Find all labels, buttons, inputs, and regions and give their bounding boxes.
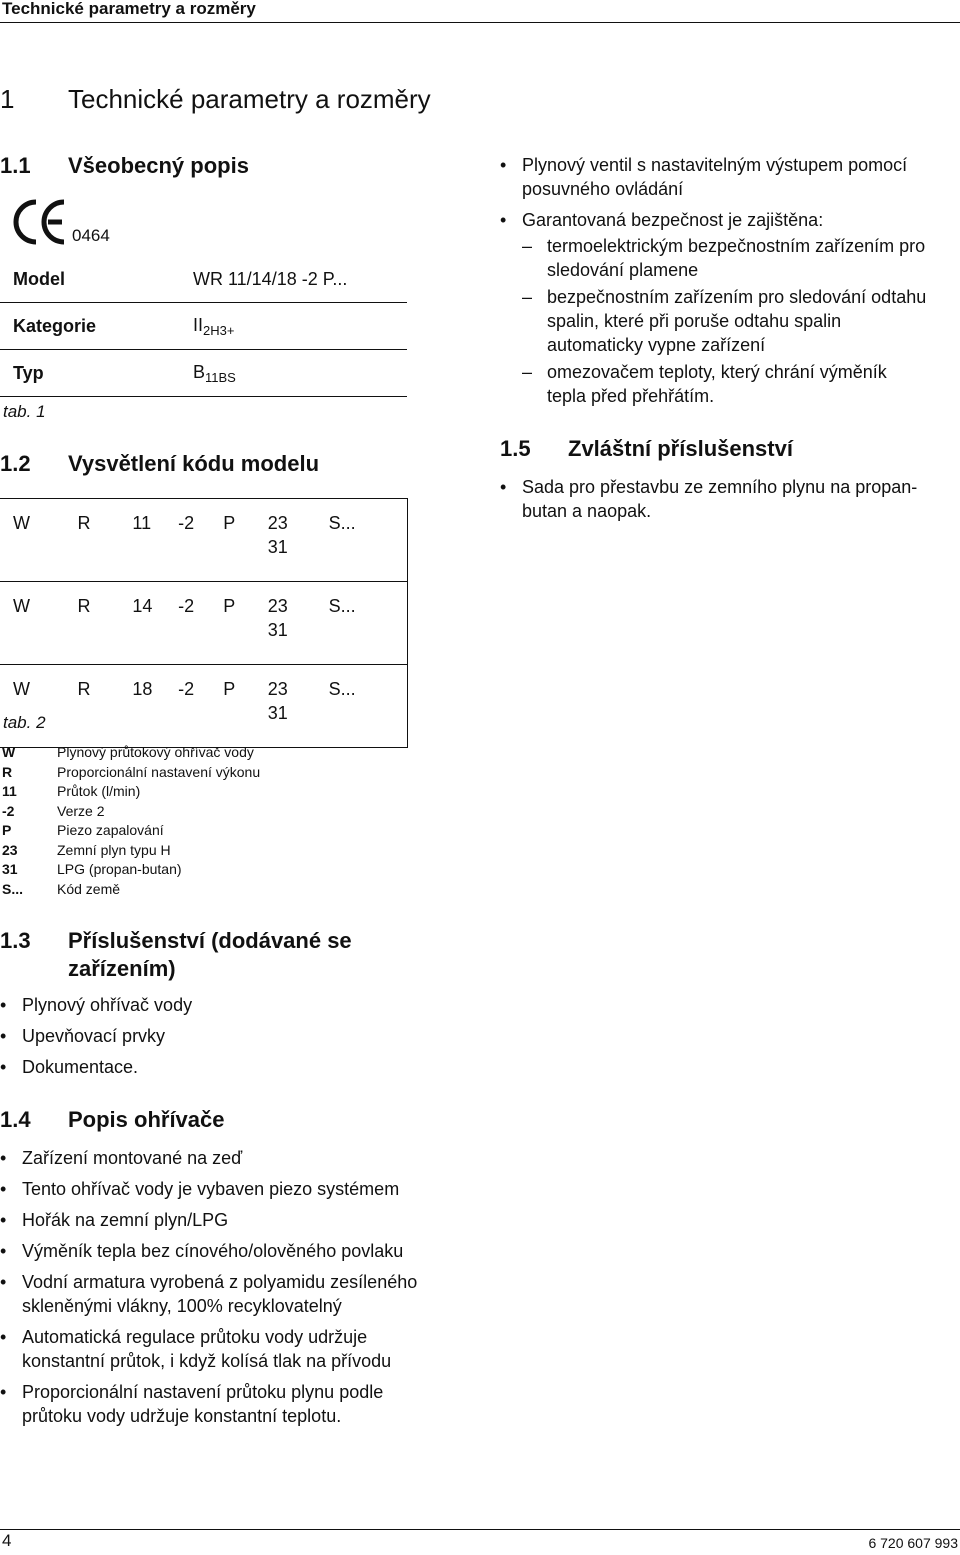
section-heading-1-4 — [0, 1106, 400, 1134]
model-code-cell: R — [65, 499, 129, 582]
bullet-icon: • — [0, 1148, 7, 1168]
dash-text: spalin, které při poruše odtahu spalin — [547, 311, 842, 331]
heater-description-list — [0, 1146, 470, 1436]
bullet-icon: • — [0, 1241, 7, 1261]
table-row — [0, 350, 407, 397]
table-row — [0, 499, 408, 582]
bullet-text: Automatická regulace průtoku vody udržuje — [22, 1327, 368, 1347]
bullet-text: průtoku vody udržuje konstantní teplotu. — [22, 1406, 342, 1426]
model-code-cell: 18 — [128, 665, 175, 748]
bullet-item — [0, 1208, 470, 1232]
bullet-text: butan a naopak. — [522, 501, 652, 521]
model-code-cell: P — [220, 665, 264, 748]
model-code-cell: 23 31 — [265, 582, 325, 665]
chapter-title: Technické parametry a rozměry — [68, 84, 431, 114]
ce-mark-icon — [12, 198, 72, 246]
model-code-cell: 23 31 — [265, 499, 325, 582]
page-number: 4 — [2, 1531, 12, 1550]
table-cell-value — [180, 303, 407, 350]
bullet-item — [0, 1325, 470, 1373]
dash-item — [522, 285, 960, 357]
safety-features-list — [500, 153, 960, 413]
category-subscript: 2H3+ — [203, 322, 235, 338]
table-row — [0, 303, 407, 350]
bullet-icon: • — [0, 1382, 7, 1402]
bullet-item — [0, 1146, 470, 1170]
bullet-text: Vodní armatura vyrobená z polyamidu zesíleného — [22, 1272, 418, 1292]
section-number: 1.5 — [500, 436, 531, 461]
legend-item — [0, 782, 420, 802]
bullet-item — [500, 208, 960, 232]
model-code-cell: P — [220, 499, 264, 582]
table-cell-label: Model — [0, 256, 180, 303]
section-title: Popis ohřívače — [68, 1107, 225, 1132]
model-code-cell: -2 — [175, 665, 220, 748]
dash-text: automaticky vypne zařízení — [547, 335, 766, 355]
bullet-text: Hořák na zemní plyn/LPG — [22, 1210, 229, 1230]
bullet-item — [0, 1380, 470, 1428]
legend-key: P — [2, 822, 12, 838]
bullet-item — [0, 1270, 470, 1318]
model-code-cell: -2 — [175, 582, 220, 665]
model-code-cell: W — [0, 499, 65, 582]
ce-notified-body-code: 0464 — [72, 226, 110, 245]
model-code-cell: R — [65, 582, 129, 665]
legend-item — [0, 841, 420, 861]
bullet-icon: • — [0, 1210, 7, 1230]
model-code-cell: S... — [325, 499, 408, 582]
bullet-text: skleněnými vlákny, 100% recyklovatelný — [22, 1296, 342, 1316]
legend-value: LPG (propan-butan) — [57, 861, 182, 877]
document-number: 6 720 607 993 — [868, 1535, 958, 1551]
section-heading-1-1 — [0, 152, 400, 180]
bullet-icon: • — [500, 155, 507, 175]
running-header: Technické parametry a rozměry — [2, 0, 256, 18]
section-number: 1.3 — [0, 928, 31, 953]
bullet-item — [500, 475, 960, 523]
legend-key: -2 — [2, 802, 15, 819]
bullet-text: Plynový ohřívač vody — [22, 995, 193, 1015]
section-heading-1-3 — [0, 927, 460, 983]
dash-icon: – — [522, 287, 533, 307]
special-accessories-list — [500, 475, 960, 535]
bullet-text: Proporcionální nastavení průtoku plynu podle — [22, 1382, 384, 1402]
bullet-item — [0, 1055, 460, 1079]
legend-value: Plynový průtokový ohřívač vody — [57, 744, 254, 760]
legend-item — [0, 860, 420, 880]
bullet-text: Sada pro přestavbu ze zemního plynu na propan- — [522, 477, 918, 497]
bullet-text: Dokumentace. — [22, 1057, 139, 1077]
header-divider — [0, 22, 960, 23]
model-code-cell: S... — [325, 582, 408, 665]
legend-item — [0, 763, 420, 783]
section-number: 1.4 — [0, 1107, 31, 1132]
section-title: Vysvětlení kódu modelu — [68, 451, 320, 476]
table-row — [0, 582, 408, 665]
bullet-text: Tento ohřívač vody je vybaven piezo systémem — [22, 1179, 400, 1199]
bullet-item — [500, 153, 960, 201]
bullet-icon: • — [500, 477, 507, 497]
bullet-text: Plynový ventil s nastavitelným výstupem pomocí — [522, 155, 908, 175]
type-subscript: 11BS — [205, 369, 236, 385]
model-code-cell: 11 — [128, 499, 175, 582]
table-caption: tab. 1 — [3, 402, 46, 421]
bullet-icon: • — [0, 1272, 7, 1292]
section-heading-1-2 — [0, 450, 400, 478]
bullet-text: Zařízení montované na zeď — [22, 1148, 243, 1168]
model-code-cell: 14 — [128, 582, 175, 665]
bullet-icon: • — [0, 1026, 7, 1046]
legend-value: Piezo zapalování — [57, 822, 164, 838]
section-number: 1.1 — [0, 153, 31, 178]
section-number: 1.2 — [0, 451, 31, 476]
bullet-icon: • — [0, 995, 7, 1015]
section-title: Zvláštní příslušenství — [568, 436, 793, 461]
section-heading-1-5 — [500, 435, 940, 463]
dash-item — [522, 234, 960, 282]
bullet-text: Výměník tepla bez cínového/olověného povlaku — [22, 1241, 404, 1261]
bullet-text: Garantovaná bezpečnost je zajištěna: — [522, 210, 824, 230]
model-code-cell: W — [0, 665, 65, 748]
bullet-text: konstantní průtok, i když kolísá tlak na přívodu — [22, 1351, 392, 1371]
legend-key: W — [2, 744, 16, 760]
model-code-cell: S... — [325, 665, 408, 748]
legend-key: S... — [2, 880, 24, 897]
dash-text: termoelektrickým bezpečnostním zařízením pro — [547, 236, 926, 256]
model-code-cell: W — [0, 582, 65, 665]
table-cell-value — [180, 350, 407, 397]
legend-value: Zemní plyn typu H — [57, 841, 171, 858]
bullet-item — [0, 1239, 470, 1263]
chapter-heading — [0, 84, 520, 114]
legend-item — [0, 821, 420, 841]
legend-value: Průtok (l/min) — [57, 783, 141, 799]
legend-item — [0, 880, 420, 900]
dash-icon: – — [522, 236, 533, 256]
bullet-item — [0, 1024, 460, 1048]
specification-table — [0, 256, 407, 397]
legend-item — [0, 802, 420, 822]
model-code-table — [0, 498, 408, 748]
legend-key: R — [2, 763, 13, 780]
dash-text: sledování plamene — [547, 260, 699, 280]
table-caption: tab. 2 — [3, 713, 46, 732]
model-code-cell: -2 — [175, 499, 220, 582]
dash-text: omezovačem teploty, který chrání výměník — [547, 362, 887, 382]
chapter-number: 1 — [0, 84, 15, 114]
bullet-icon: • — [0, 1327, 7, 1347]
bullet-icon: • — [500, 210, 507, 230]
legend-value: Verze 2 — [57, 802, 105, 819]
bullet-text: posuvného ovládání — [522, 179, 684, 199]
legend-key: 31 — [2, 861, 18, 877]
supplied-accessories-list — [0, 993, 460, 1093]
model-code-cell: R — [65, 665, 129, 748]
model-code-cell: P — [220, 582, 264, 665]
table-cell-label: Kategorie — [0, 303, 180, 350]
section-title: Všeobecný popis — [68, 153, 249, 178]
section-title-line: zařízením) — [68, 956, 176, 981]
legend-item — [0, 743, 420, 763]
bullet-text: Upevňovací prvky — [22, 1026, 166, 1046]
table-row — [0, 256, 407, 303]
bullet-item — [0, 1177, 470, 1201]
dash-item — [522, 360, 960, 408]
category-main: II — [193, 314, 204, 335]
legend-key: 11 — [2, 783, 17, 799]
dash-text: bezpečnostním zařízením pro sledování odtahu — [547, 287, 927, 307]
legend-value: Kód země — [57, 880, 121, 897]
dash-icon: – — [522, 362, 533, 382]
model-code-cell: 23 31 — [265, 665, 325, 748]
bullet-icon: • — [0, 1179, 7, 1199]
table-cell-value: WR 11/14/18 -2 P... — [180, 256, 407, 303]
table-row — [0, 665, 408, 748]
legend-key: 23 — [2, 841, 18, 858]
section-title-line: Příslušenství (dodávané se — [68, 928, 352, 953]
bullet-item — [0, 993, 460, 1017]
type-main: B — [193, 361, 206, 382]
table-cell-label: Typ — [0, 350, 180, 397]
legend-value: Proporcionální nastavení výkonu — [57, 763, 261, 780]
footer-divider — [0, 1529, 960, 1530]
dash-text: tepla před přehřátím. — [547, 386, 715, 406]
bullet-icon: • — [0, 1057, 7, 1077]
model-code-legend — [0, 743, 420, 903]
